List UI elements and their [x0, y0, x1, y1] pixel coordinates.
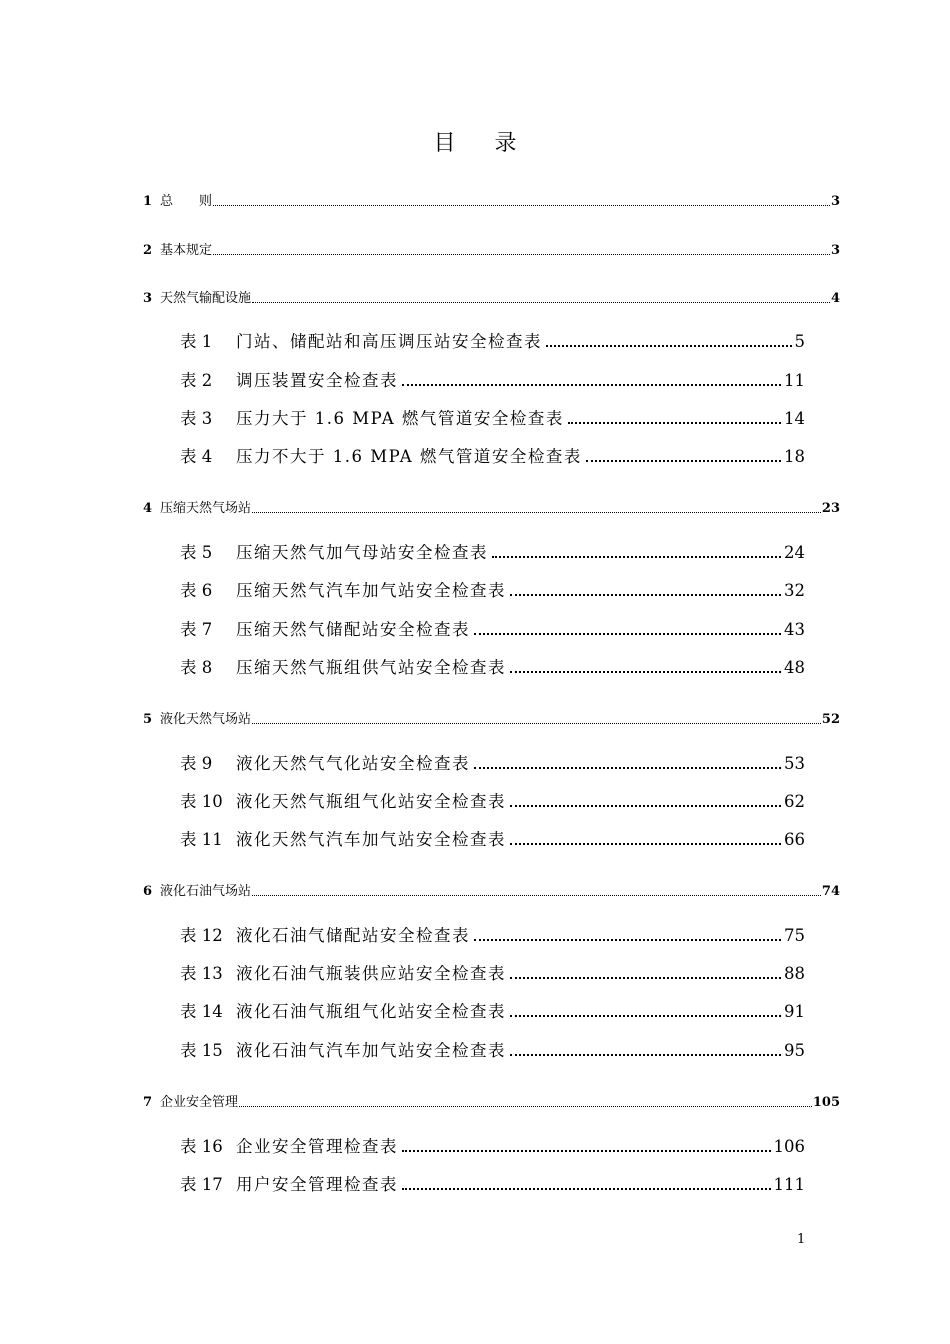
toc-table-label: 表 12 [180, 926, 223, 945]
toc-table-label: 表 1 [180, 332, 213, 351]
toc-section-entry[interactable] [143, 239, 840, 258]
toc-entry-title: 压力大于 1.6 MPA 燃气管道安全检查表 [236, 409, 564, 428]
toc-table-entry[interactable] [180, 788, 805, 812]
toc-leader-dots [213, 254, 830, 255]
toc-table-entry[interactable] [180, 826, 805, 850]
toc-page-number: 74 [821, 884, 840, 899]
toc-leader-dots [510, 1015, 781, 1017]
toc-table-entry[interactable] [180, 922, 805, 946]
toc-entry-title: 调压装置安全检查表 [236, 371, 398, 390]
toc-table-entry[interactable] [180, 328, 805, 352]
page-title: 目 录 [433, 131, 533, 156]
toc-entry-title: 液化石油气汽车加气站安全检查表 [236, 1041, 506, 1060]
toc-page-number: 3 [830, 243, 840, 258]
toc-page-number: 62 [784, 792, 805, 811]
toc-section-entry[interactable] [143, 880, 840, 899]
toc-entry-title: 液化石油气储配站安全检查表 [236, 926, 470, 945]
toc-page-number: 91 [784, 1002, 805, 1021]
toc-leader-dots [239, 1106, 812, 1107]
toc-page-number: 106 [773, 1137, 805, 1156]
toc-entry-title: 液化石油气瓶装供应站安全检查表 [236, 964, 506, 983]
toc-table-entry[interactable] [180, 1037, 805, 1061]
toc-table-label: 表 2 [180, 371, 213, 390]
page-number: 1 [797, 1232, 806, 1247]
toc-table-label: 表 15 [180, 1041, 223, 1060]
toc-leader-dots [510, 805, 781, 807]
toc-table-entry[interactable] [180, 960, 805, 984]
toc-table-label: 表 6 [180, 581, 213, 600]
toc-table-label: 表 11 [180, 830, 223, 849]
toc-page-number: 11 [784, 371, 805, 390]
toc-table-label: 表 3 [180, 409, 213, 428]
toc-leader-dots [586, 460, 781, 462]
toc-entry-title: 压缩天然气汽车加气站安全检查表 [236, 581, 506, 600]
toc-page-number: 43 [784, 620, 805, 639]
toc-table-label: 表 14 [180, 1002, 223, 1021]
toc-page-number: 14 [784, 409, 805, 428]
toc-page-number: 53 [784, 754, 805, 773]
toc-table-entry[interactable] [180, 616, 805, 640]
toc-section-number: 5 [143, 712, 153, 727]
toc-entry-title: 企业安全管理检查表 [236, 1137, 398, 1156]
toc-leader-dots [252, 895, 821, 896]
toc-page-number: 23 [821, 501, 840, 516]
toc-table-label: 表 17 [180, 1175, 223, 1194]
toc-leader-dots [252, 302, 830, 303]
toc-table-label: 表 9 [180, 754, 213, 773]
toc-leader-dots [213, 205, 830, 206]
toc-section-number: 2 [143, 243, 153, 258]
toc-page-number: 5 [794, 332, 805, 351]
toc-page-number: 66 [784, 830, 805, 849]
toc-entry-title: 总 则 [160, 194, 213, 209]
toc-leader-dots [474, 633, 781, 635]
toc-leader-dots [546, 345, 792, 347]
toc-page-number: 75 [784, 926, 805, 945]
toc-table-entry[interactable] [180, 1133, 805, 1157]
toc-section-number: 1 [143, 194, 153, 209]
toc-page-number: 3 [830, 194, 840, 209]
toc-table-entry[interactable] [180, 539, 805, 563]
toc-entry-title: 压缩天然气场站 [160, 501, 252, 516]
toc-leader-dots [252, 512, 821, 513]
toc-section-entry[interactable] [143, 287, 840, 306]
toc-section-entry[interactable] [143, 497, 840, 516]
toc-table-entry[interactable] [180, 654, 805, 678]
toc-entry-title: 企业安全管理 [160, 1095, 239, 1110]
toc-leader-dots [510, 671, 781, 673]
toc-table-label: 表 7 [180, 620, 213, 639]
toc-leader-dots [474, 939, 781, 941]
toc-section-number: 3 [143, 291, 153, 306]
toc-leader-dots [252, 723, 821, 724]
toc-section-entry[interactable] [143, 708, 840, 727]
toc-section-number: 7 [143, 1095, 153, 1110]
toc-table-entry[interactable] [180, 367, 805, 391]
toc-table-entry[interactable] [180, 998, 805, 1022]
toc-page-number: 95 [784, 1041, 805, 1060]
toc-section-entry[interactable] [143, 190, 840, 209]
toc-entry-title: 天然气输配设施 [160, 291, 252, 306]
toc-leader-dots [510, 977, 781, 979]
toc-table-entry[interactable] [180, 1171, 805, 1195]
toc-table-entry[interactable] [180, 405, 805, 429]
toc-leader-dots [492, 556, 781, 558]
toc-entry-title: 液化天然气气化站安全检查表 [236, 754, 470, 773]
toc-leader-dots [510, 594, 781, 596]
toc-entry-title: 用户安全管理检查表 [236, 1175, 398, 1194]
toc-page-number: 48 [784, 658, 805, 677]
toc-leader-dots [402, 1188, 771, 1190]
toc-entry-title: 压缩天然气瓶组供气站安全检查表 [236, 658, 506, 677]
toc-table-label: 表 13 [180, 964, 223, 983]
toc-entry-title: 压缩天然气储配站安全检查表 [236, 620, 470, 639]
toc-leader-dots [402, 384, 781, 386]
toc-table-label: 表 16 [180, 1137, 223, 1156]
toc-entry-title: 门站、储配站和高压调压站安全检查表 [236, 332, 542, 351]
toc-page-number: 111 [773, 1175, 805, 1194]
toc-section-entry[interactable] [143, 1091, 840, 1110]
toc-table-label: 表 4 [180, 447, 213, 466]
toc-entry-title: 液化石油气瓶组气化站安全检查表 [236, 1002, 506, 1021]
toc-section-number: 4 [143, 501, 153, 516]
toc-leader-dots [402, 1150, 771, 1152]
toc-entry-title: 液化石油气场站 [160, 884, 252, 899]
toc-entry-title: 压力不大于 1.6 MPA 燃气管道安全检查表 [236, 447, 582, 466]
toc-leader-dots [474, 767, 781, 769]
toc-entry-title: 压缩天然气加气母站安全检查表 [236, 543, 488, 562]
toc-table-label: 表 10 [180, 792, 223, 811]
toc-leader-dots [510, 1054, 781, 1056]
toc-leader-dots [510, 843, 781, 845]
toc-page-number: 88 [784, 964, 805, 983]
toc-table-entry[interactable] [180, 750, 805, 774]
toc-table-entry[interactable] [180, 577, 805, 601]
toc-page-number: 18 [784, 447, 805, 466]
toc-page-number: 52 [821, 712, 840, 727]
toc-table-label: 表 5 [180, 543, 213, 562]
toc-page-number: 24 [784, 543, 805, 562]
toc-page-number: 105 [812, 1095, 840, 1110]
toc-entry-title: 基本规定 [160, 243, 213, 258]
toc-page-number: 32 [784, 581, 805, 600]
toc-table-label: 表 8 [180, 658, 213, 677]
toc-section-number: 6 [143, 884, 153, 899]
toc-entry-title: 液化天然气汽车加气站安全检查表 [236, 830, 506, 849]
toc-entry-title: 液化天然气场站 [160, 712, 252, 727]
toc-entry-title: 液化天然气瓶组气化站安全检查表 [236, 792, 506, 811]
toc-table-entry[interactable] [180, 443, 805, 467]
toc-page-number: 4 [830, 291, 840, 306]
toc-leader-dots [568, 422, 781, 424]
